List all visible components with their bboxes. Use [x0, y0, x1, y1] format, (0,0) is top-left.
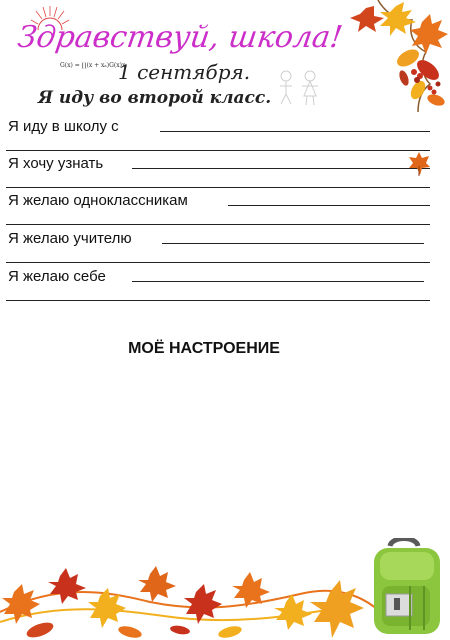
- fill-line[interactable]: [160, 131, 430, 132]
- line-label: Я иду в школу с: [8, 118, 119, 135]
- fill-line[interactable]: [6, 300, 430, 301]
- formula-text: G(x) = ∏(x + xₐ)G(x)xₗ: [60, 62, 127, 69]
- date-text: 1 сентября.: [118, 60, 251, 84]
- school-backpack-icon: [366, 538, 450, 640]
- line-label: Я желаю учителю: [8, 230, 132, 247]
- leaf-icon: [408, 152, 430, 176]
- line-label: Я желаю себе: [8, 268, 106, 285]
- fill-line[interactable]: [6, 262, 430, 263]
- autumn-leaves-top-right-icon: [338, 0, 450, 118]
- line-label: Я желаю одноклассникам: [8, 192, 188, 209]
- mood-heading: МОЁ НАСТРОЕНИЕ: [128, 340, 280, 357]
- form-line-wish-teacher: [8, 230, 132, 247]
- form-line-want-to-know: [8, 155, 103, 172]
- subtitle: Я иду во второй класс.: [38, 88, 272, 108]
- kids-doodle-icon: [276, 68, 326, 108]
- form-line-wish-classmates: [8, 192, 188, 209]
- form-line-wish-self: [8, 268, 106, 285]
- fill-line[interactable]: [228, 205, 430, 206]
- fill-line[interactable]: [132, 168, 430, 169]
- fill-line[interactable]: [6, 187, 430, 188]
- fill-line[interactable]: [6, 224, 430, 225]
- line-label: Я хочу узнать: [8, 155, 104, 172]
- fill-line[interactable]: [6, 150, 430, 151]
- fill-line[interactable]: [162, 243, 424, 244]
- fill-line[interactable]: [132, 281, 424, 282]
- page-title: Здравствуй, школа!: [15, 20, 345, 55]
- form-line-school-with: [8, 118, 119, 135]
